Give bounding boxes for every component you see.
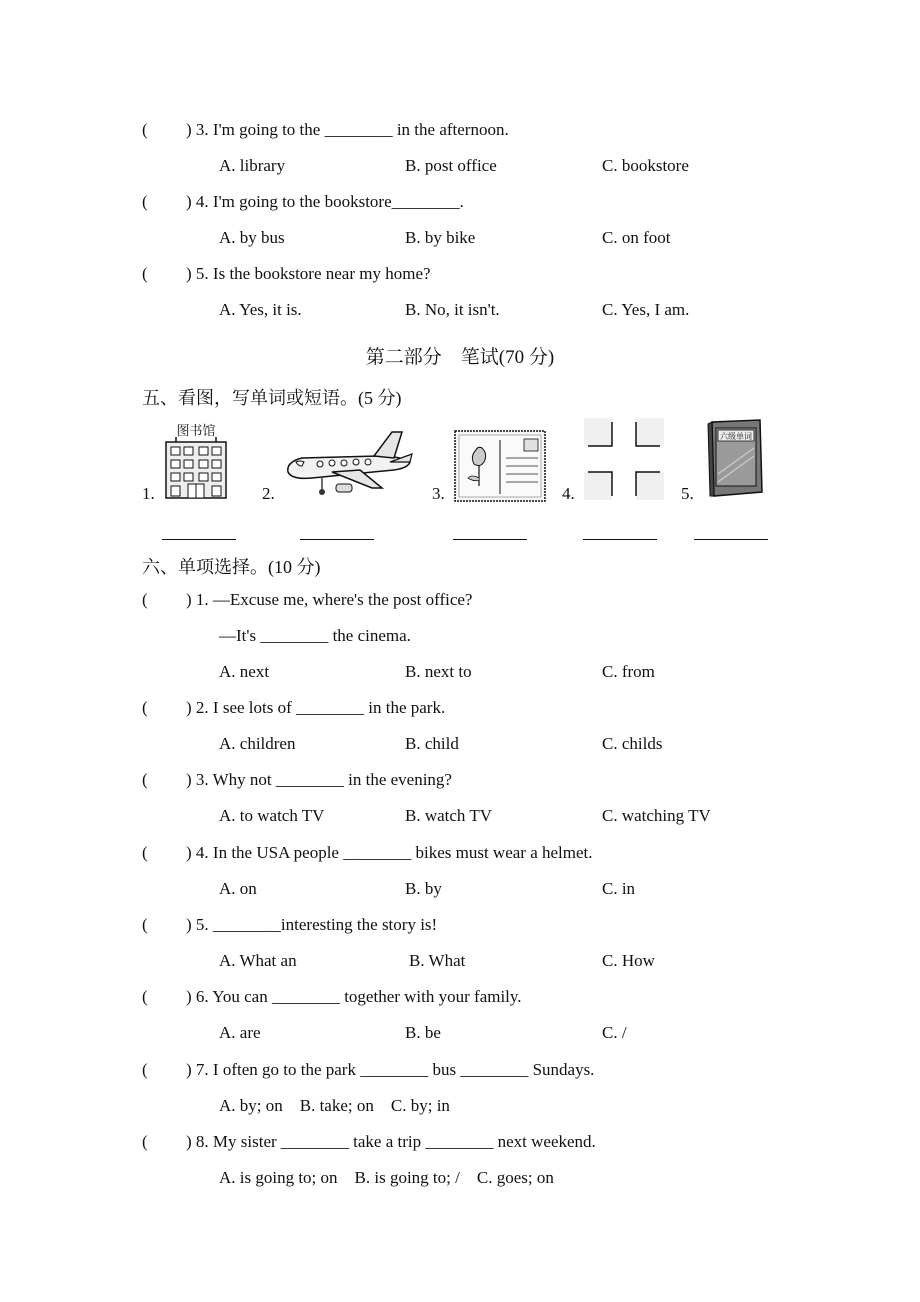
book-cover-text: 六级单词 (720, 432, 752, 441)
question-stem: ) 5. Is the bookstore near my home? (186, 264, 431, 283)
question-stem-response: —It's ________ the cinema. (219, 626, 411, 645)
answer-paren[interactable]: ( (142, 120, 148, 139)
question-stem: ) 5. ________interesting the story is! (186, 915, 438, 934)
answer-paren[interactable]: ( (142, 1060, 148, 1079)
answer-paren[interactable]: ( (142, 590, 148, 609)
answer-paren[interactable]: ( (142, 192, 148, 211)
answer-paren[interactable]: ( (142, 915, 148, 934)
option-c[interactable]: C. bookstore (602, 156, 689, 175)
option-a[interactable]: A. on (219, 879, 257, 898)
question-stem: ) 7. I often go to the park ________ bus ________ Sundays. (186, 1060, 595, 1079)
question-stem: ) 4. In the USA people ________ bikes must wear a helmet. (186, 843, 593, 862)
airplane-icon (282, 428, 414, 500)
question-stem: ) 3. I'm going to the ________ in the afternoon. (186, 120, 509, 139)
option-b[interactable]: B. by (405, 879, 442, 898)
option-b[interactable]: B. by bike (405, 228, 476, 247)
answer-blank-2[interactable] (300, 538, 374, 540)
option-c[interactable]: C. watching TV (602, 806, 711, 825)
option-a[interactable]: A. by bus (219, 228, 285, 247)
option-c[interactable]: C. childs (602, 734, 663, 753)
option-c[interactable]: C. from (602, 662, 655, 681)
option-a[interactable]: A. to watch TV (219, 806, 325, 825)
answer-paren[interactable]: ( (142, 1132, 148, 1151)
library-building-icon (164, 420, 228, 500)
option-b[interactable]: B. What (409, 951, 466, 970)
option-b[interactable]: B. No, it isn't. (405, 300, 500, 319)
library-sign-text: 图书馆 (176, 424, 216, 439)
postcard-icon (454, 430, 546, 502)
option-c[interactable]: C. / (602, 1023, 627, 1042)
option-c[interactable]: C. in (602, 879, 636, 898)
option-b[interactable]: B. next to (405, 662, 472, 681)
answer-paren[interactable]: ( (142, 264, 148, 283)
option-c[interactable]: C. Yes, I am. (602, 300, 690, 319)
options-line[interactable]: A. is going to; on B. is going to; / C. goes; on (219, 1168, 554, 1187)
crossroads-icon (584, 418, 664, 500)
answer-paren[interactable]: ( (142, 698, 148, 717)
answer-paren[interactable]: ( (142, 843, 148, 862)
answer-blank-1[interactable] (162, 538, 236, 540)
answer-blank-3[interactable] (453, 538, 527, 540)
part-two-title: 第二部分 笔试(70 分) (365, 347, 555, 368)
picture-number: 3. (432, 484, 445, 503)
option-a[interactable]: A. next (219, 662, 270, 681)
picture-number: 4. (562, 484, 575, 503)
picture-number: 1. (142, 484, 155, 503)
answer-blank-5[interactable] (694, 538, 768, 540)
option-c[interactable]: C. How (602, 951, 655, 970)
book-icon (704, 418, 764, 498)
answer-paren[interactable]: ( (142, 987, 148, 1006)
options-line[interactable]: A. by; on B. take; on C. by; in (219, 1096, 450, 1115)
answer-blank-4[interactable] (583, 538, 657, 540)
answer-paren[interactable]: ( (142, 770, 148, 789)
picture-number: 2. (262, 484, 275, 503)
option-a[interactable]: A. Yes, it is. (219, 300, 302, 319)
option-b[interactable]: B. post office (405, 156, 497, 175)
option-b[interactable]: B. watch TV (405, 806, 493, 825)
option-c[interactable]: C. on foot (602, 228, 671, 247)
question-stem: ) 4. I'm going to the bookstore________. (186, 192, 464, 211)
question-stem: ) 8. My sister ________ take a trip ________ next weekend. (186, 1132, 596, 1151)
option-b[interactable]: B. child (405, 734, 459, 753)
section-5-title: 五、看图，写单词或短语。(5 分) (142, 388, 402, 408)
question-stem: ) 3. Why not ________ in the evening? (186, 770, 452, 789)
question-stem: ) 1. —Excuse me, where's the post office? (186, 590, 473, 609)
question-stem: ) 2. I see lots of ________ in the park. (186, 698, 446, 717)
option-a[interactable]: A. are (219, 1023, 261, 1042)
picture-number: 5. (681, 484, 694, 503)
option-a[interactable]: A. What an (219, 951, 297, 970)
option-a[interactable]: A. library (219, 156, 286, 175)
option-a[interactable]: A. children (219, 734, 296, 753)
option-b[interactable]: B. be (405, 1023, 441, 1042)
question-stem: ) 6. You can ________ together with your family. (186, 987, 522, 1006)
section-6-title: 六、单项选择。(10 分) (142, 557, 321, 577)
